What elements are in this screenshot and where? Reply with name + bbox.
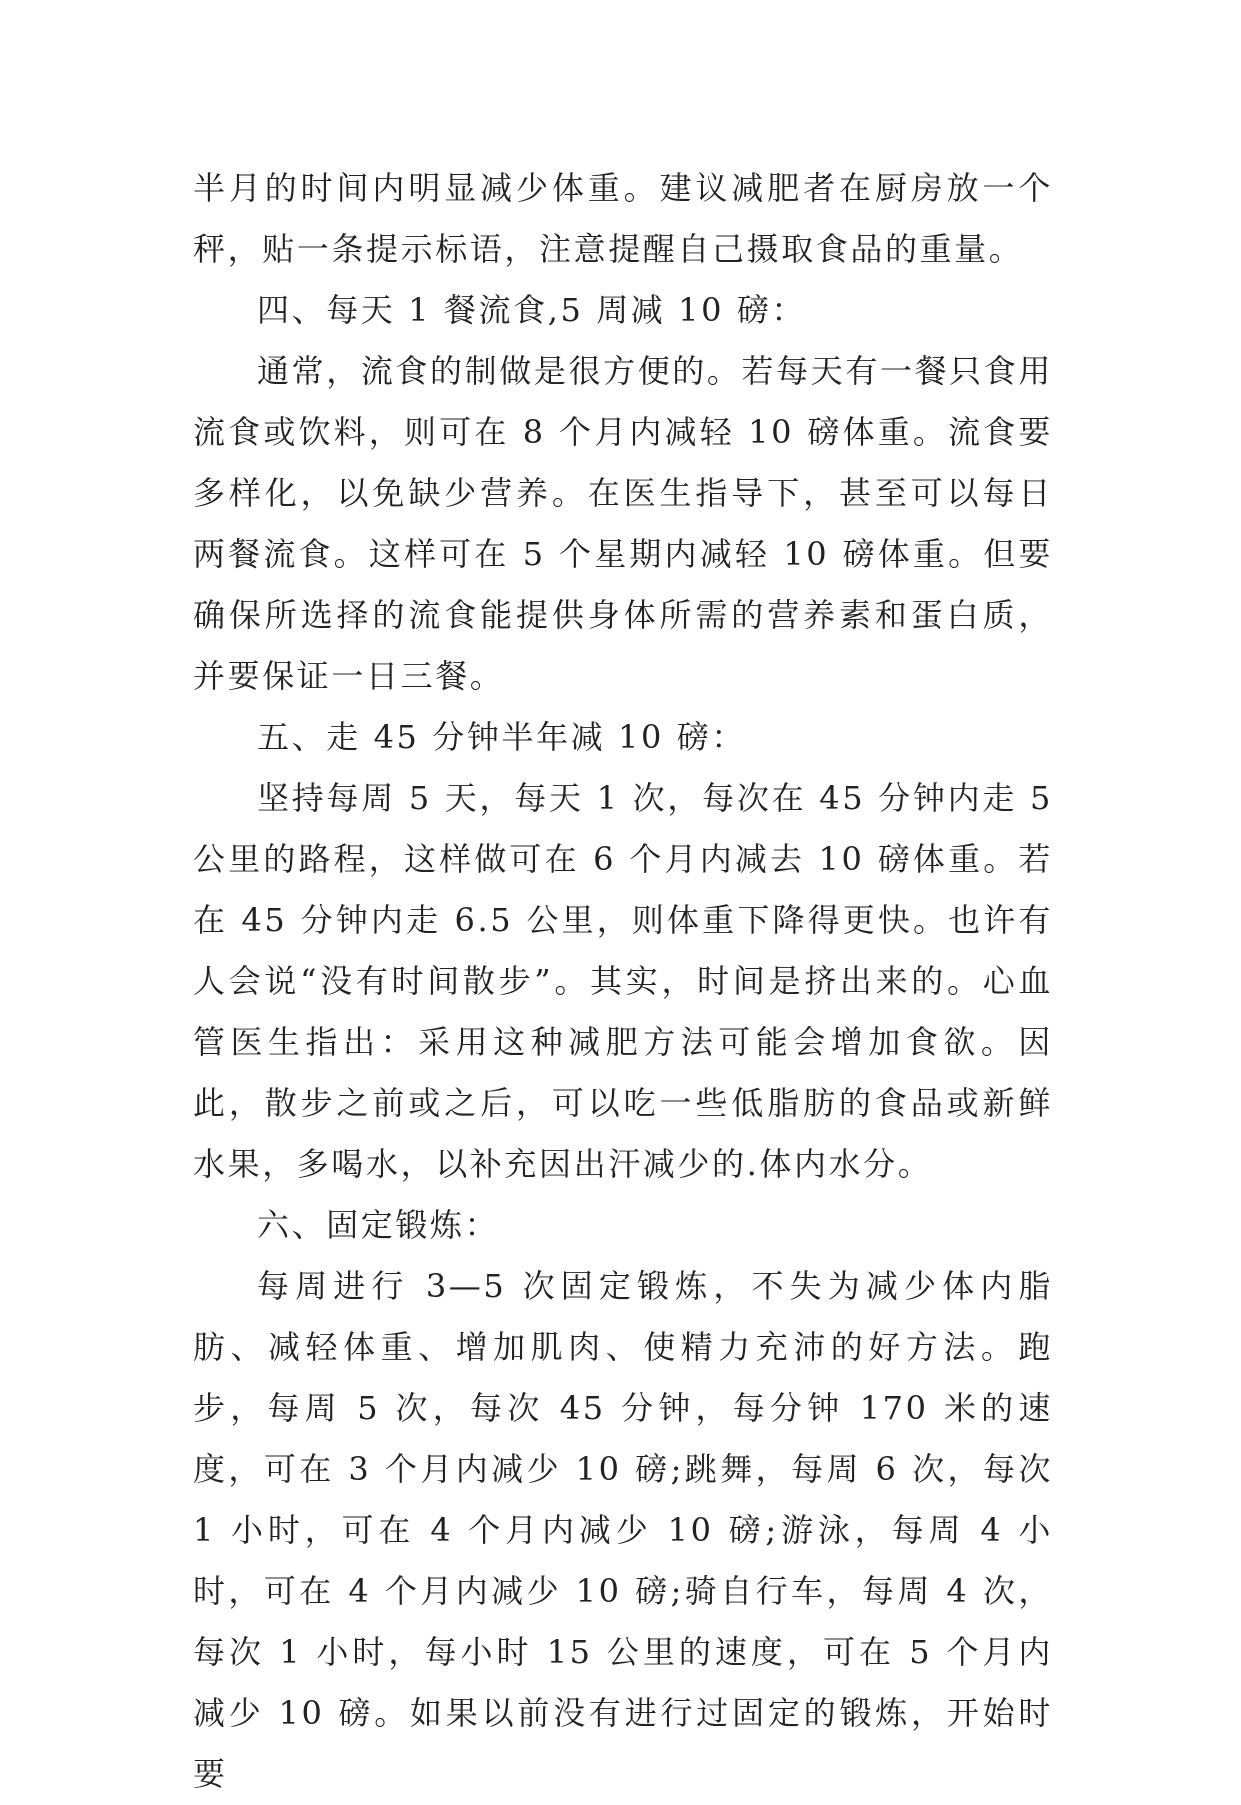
section-heading: 五、走 45 分钟半年减 10 磅： [257, 718, 746, 756]
document-body [193, 158, 1053, 1805]
section-heading: 六、固定锻炼： [257, 1206, 500, 1244]
paragraph: 每周进行 3—5 次固定锻炼，不失为减少体内脂肪、减轻体重、增加肌肉、使精力充沛的好方法。跑步，每周 5 次，每次 45 分钟，每分钟 170 米的速度，可在 3 个月内减少 10 磅;跳舞，每周 6 次，每次 1 小时，可在 4 个月内减少 10 磅;游泳，每周 4 小时，可在 4 个月内减少 10 磅;骑自行车，每周 4 次，每次 1 小时，每小时 15 公里的速度，可在 5 个月内减少 10 磅。如果以前没有进行过固定的锻炼，开始时要 [193, 1267, 1053, 1793]
paragraph: 半月的时间内明显减少体重。建议减肥者在厨房放一个秤，贴一条提示标语，注意提醒自己摄取食品的重量。 [193, 169, 1053, 268]
section-heading: 四、每天 1 餐流食,5 周减 10 磅： [257, 291, 807, 329]
paragraph: 坚持每周 5 天，每天 1 次，每次在 45 分钟内走 5 公里的路程，这样做可在 6 个月内减去 10 磅体重。若在 45 分钟内走 6.5 公里，则体重下降得更快。也许有人会说“没有时间散步”。其实，时间是挤出来的。心血管医生指出：采用这种减肥方法可能会增加食欲。因此，散步之前或之后，可以吃一些低脂肪的食品或新鲜水果，多喝水，以补充因出汗减少的.体内水分。 [193, 779, 1053, 1183]
paragraph: 通常，流食的制做是很方便的。若每天有一餐只食用流食或饮料，则可在 8 个月内减轻 10 磅体重。流食要多样化，以免缺少营养。在医生指导下，甚至可以每日两餐流食。这样可在 5 个星期内减轻 10 磅体重。但要确保所选择的流食能提供身体所需的营养素和蛋白质，并要保证一日三餐。 [193, 352, 1053, 695]
